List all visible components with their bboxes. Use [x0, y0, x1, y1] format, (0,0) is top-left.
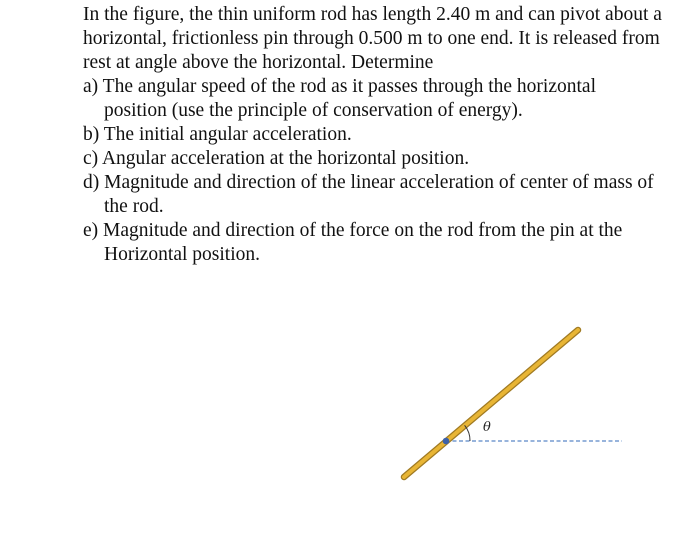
- problem-intro: In the figure, the thin uniform rod has length 2.40 m and can pivot about a horizontal, frictionless pin through 0.500 m to one end. It is released from rest at angle above the horizontal. Determine: [83, 4, 662, 73]
- question-part-a: a) The angular speed of the rod as it passes through the horizontal position (use the principle of conservation of energy).: [83, 76, 596, 121]
- question-part-d: d) Magnitude and direction of the linear acceleration of center of mass of the rod.: [83, 172, 654, 217]
- question-part-b: b) The initial angular acceleration.: [83, 124, 352, 145]
- question-part-c: c) Angular acceleration at the horizontal position.: [83, 148, 470, 169]
- question-part-e: e) Magnitude and direction of the force on the rod from the pin at the Horizontal position.: [83, 220, 623, 265]
- angle-label: θ: [483, 420, 491, 435]
- rod: [404, 330, 578, 477]
- pivot-pin: [443, 438, 450, 445]
